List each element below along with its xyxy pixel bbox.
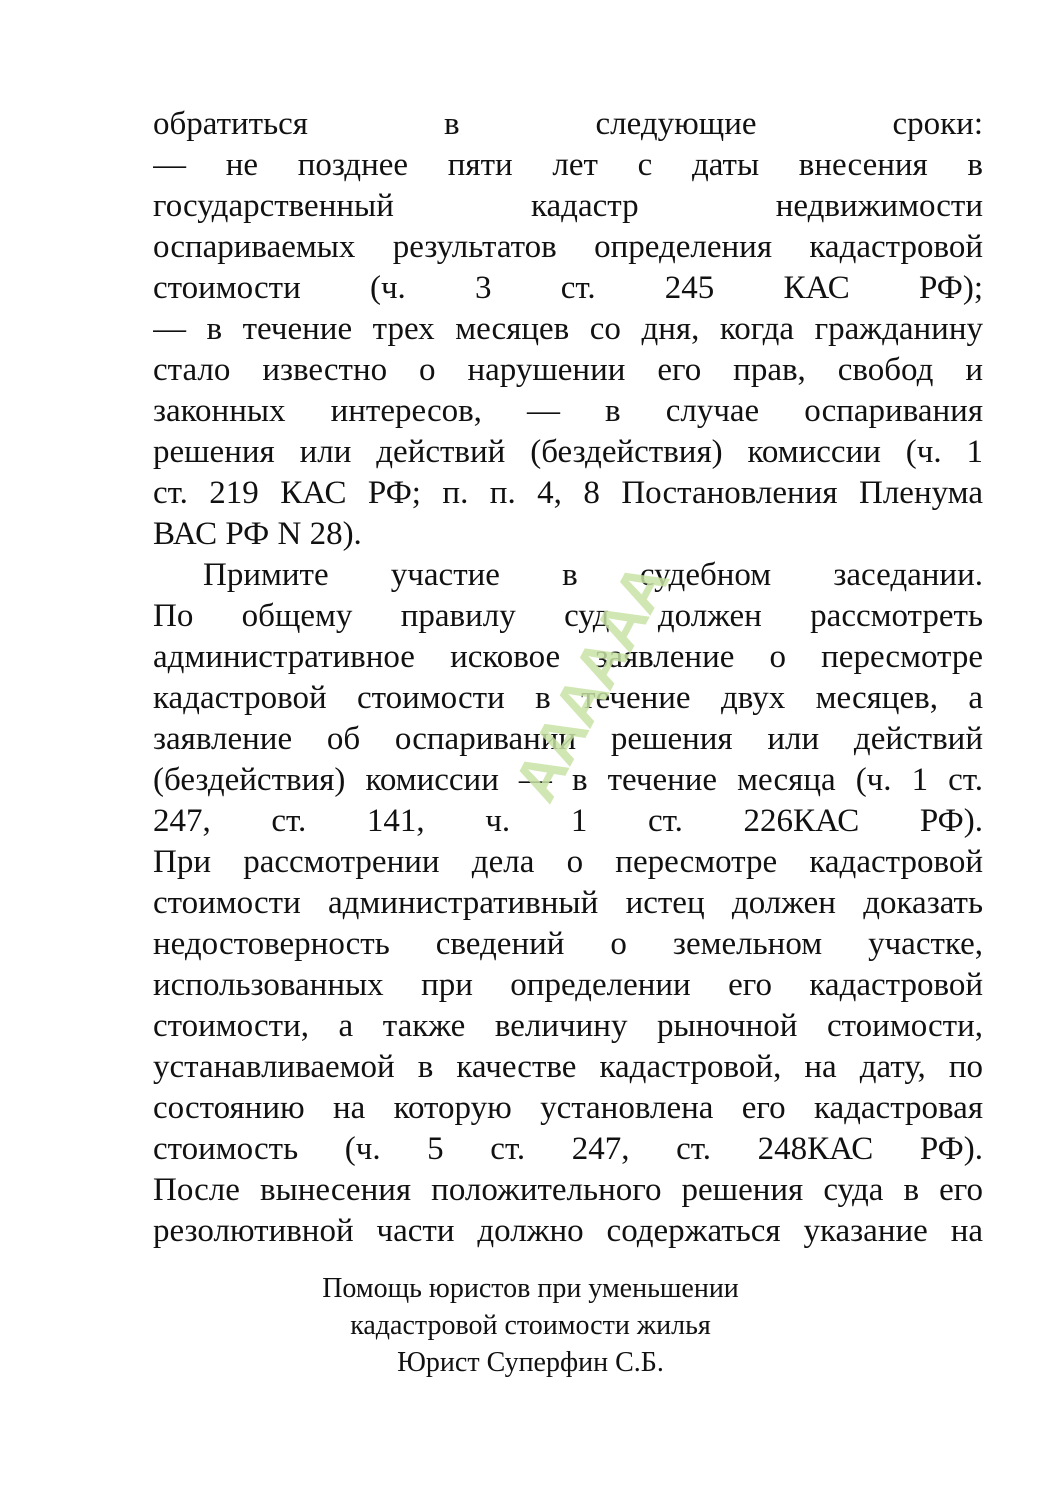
text-line: стоимость (ч. 5 ст. 247, ст. 248КАС РФ).	[153, 1131, 983, 1167]
watermark-text: АААААА	[500, 553, 683, 813]
text-line: устанавливаемой в качестве кадастровой, на дату, по	[153, 1049, 983, 1085]
text-line: законных интересов, — в случае оспаривания	[153, 393, 983, 429]
document-footer	[0, 1270, 1061, 1381]
text-line: При рассмотрении дела о пересмотре кадастровой	[153, 844, 983, 880]
text-line: административное исковое заявление о пересмотре	[153, 639, 983, 675]
text-line: государственный кадастр недвижимости	[153, 188, 983, 224]
text-line: состоянию на которую установлена его кадастровая	[153, 1090, 983, 1126]
text-line: ВАС РФ N 28).	[153, 516, 362, 552]
text-line: стоимости административный истец должен доказать	[153, 885, 983, 921]
footer-line-1: Помощь юристов при уменьшении	[322, 1273, 739, 1304]
document-body	[153, 104, 983, 1252]
text-line: обратиться в следующие сроки:	[153, 106, 983, 142]
text-line: — не позднее пяти лет с даты внесения в	[153, 147, 983, 183]
text-line: После вынесения положительного решения суда в его	[153, 1172, 983, 1208]
text-line: резолютивной части должно содержаться указание на	[153, 1213, 983, 1249]
text-line: оспариваемых результатов определения кадастровой	[153, 229, 983, 265]
text-line: кадастровой стоимости в течение двух месяцев, а	[153, 680, 983, 716]
text-line: стоимости (ч. 3 ст. 245 КАС РФ);	[153, 270, 983, 306]
text-line: 247, ст. 141, ч. 1 ст. 226КАС РФ).	[153, 803, 983, 839]
text-line: — в течение трех месяцев со дня, когда гражданину	[153, 311, 983, 347]
text-line: заявление об оспаривании решения или действий	[153, 721, 983, 757]
footer-line-2: кадастровой стоимости жилья	[350, 1310, 711, 1341]
text-line: решения или действий (бездействия) комиссии (ч. 1	[153, 434, 983, 470]
paragraph-first-line: Примите участие в судебном заседании.	[203, 557, 983, 593]
text-line: недостоверность сведений о земельном участке,	[153, 926, 983, 962]
text-line: По общему правилу суд должен рассмотреть	[153, 598, 983, 634]
text-line: использованных при определении его кадастровой	[153, 967, 983, 1003]
text-line: стало известно о нарушении его прав, свобод и	[153, 352, 983, 388]
text-line: стоимости, а также величину рыночной стоимости,	[153, 1008, 983, 1044]
footer-author: Юрист Суперфин С.Б.	[397, 1347, 664, 1378]
text-line: ст. 219 КАС РФ; п. п. 4, 8 Постановления Пленума	[153, 475, 983, 511]
text-line: (бездействия) комиссии — в течение месяца (ч. 1 ст.	[153, 762, 983, 798]
